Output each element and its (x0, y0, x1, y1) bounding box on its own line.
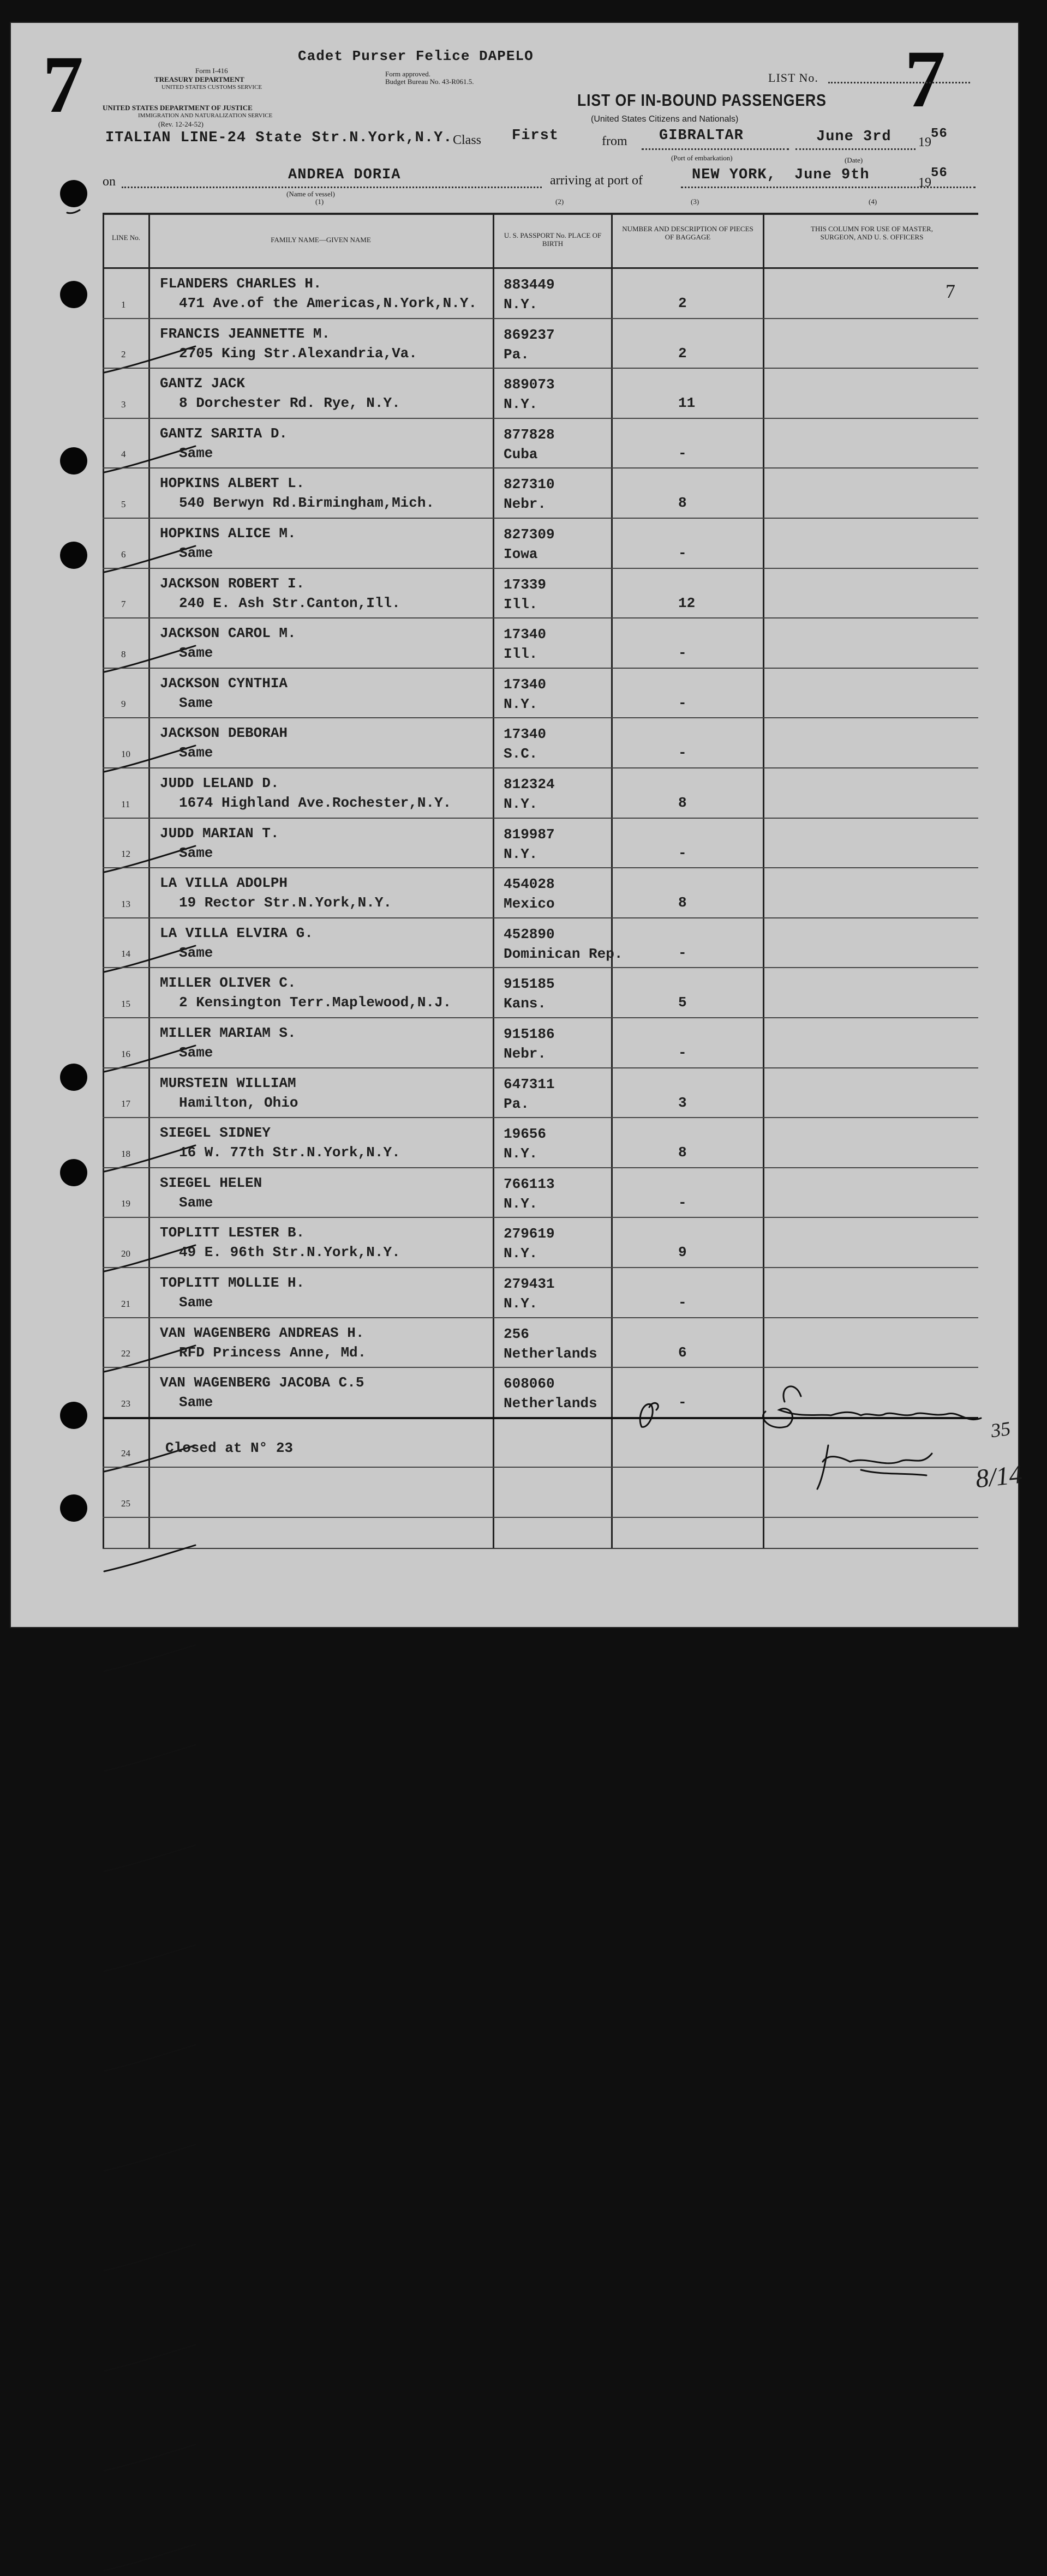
baggage-count: - (678, 844, 687, 861)
passport-number: 256 (504, 1325, 529, 1342)
baggage-count: 9 (678, 1244, 687, 1261)
passport-number: 19656 (504, 1126, 547, 1143)
passenger-name: VAN WAGENBERG ANDREAS H. (160, 1324, 364, 1341)
line-number: 3 (121, 399, 126, 410)
arrival-date: June 9th (794, 167, 870, 183)
passenger-address: 16 W. 77th Str.N.York,N.Y. (179, 1144, 400, 1161)
line-number: 23 (121, 1398, 130, 1409)
line-number: 9 (121, 699, 126, 710)
check-mark-icon (100, 2344, 209, 2376)
line-number: 1 (121, 299, 126, 310)
line-number: 11 (121, 798, 130, 809)
col-passport-header: U. S. PASSPORT No. PLACE OF BIRTH (504, 231, 602, 248)
vessel-name: ANDREA DORIA (288, 167, 401, 183)
place-of-birth: S.C. (504, 746, 538, 762)
year-suffix-2: 56 (931, 166, 948, 181)
passenger-address: 540 Berwyn Rd.Birmingham,Mich. (179, 495, 435, 512)
baggage-count: 3 (678, 1094, 687, 1111)
place-of-birth: N.Y. (504, 1295, 538, 1312)
line-number: 20 (121, 1248, 130, 1259)
baggage-count: 12 (678, 595, 696, 611)
passport-number: 883449 (504, 277, 555, 293)
passport-number: 869237 (504, 326, 555, 343)
binder-hole (60, 1159, 87, 1186)
page-number-left: 7 (43, 39, 83, 130)
baggage-count: 2 (678, 295, 687, 311)
place-of-birth: N.Y. (504, 1245, 538, 1262)
passenger-name: FRANCIS JEANNETTE M. (160, 325, 331, 342)
passport-number: 819987 (504, 826, 555, 843)
line-number: 21 (121, 1298, 130, 1309)
line-number: 14 (121, 948, 130, 959)
baggage-count: 5 (678, 994, 687, 1011)
passenger-name: SIEGEL HELEN (160, 1174, 262, 1191)
passenger-name: MILLER MARIAM S. (160, 1025, 296, 1041)
place-of-birth: Pa. (504, 1095, 529, 1112)
passenger-address: Same (179, 1194, 213, 1211)
place-of-birth: Ill. (504, 596, 538, 613)
binder-hole (60, 447, 87, 475)
passport-number: 827309 (504, 526, 555, 543)
passenger-address: 49 E. 96th Str.N.York,N.Y. (179, 1244, 400, 1261)
passenger-name: JUDD MARIAN T. (160, 825, 279, 842)
passenger-address: Same (179, 744, 213, 761)
passenger-name: JACKSON CAROL M. (160, 625, 296, 642)
baggage-count: - (678, 944, 687, 961)
passenger-name: SIEGEL SIDNEY (160, 1125, 271, 1142)
year-prefix-2: 19 (918, 176, 931, 190)
place-of-birth: N.Y. (504, 396, 538, 413)
line-number: 22 (121, 1348, 130, 1359)
passenger-name: JUDD LELAND D. (160, 775, 279, 791)
col-2-label: (2) (555, 197, 564, 206)
passenger-name: HOPKINS ALBERT L. (160, 475, 305, 492)
line-number: 12 (121, 849, 130, 860)
line-number: 2 (121, 349, 126, 360)
passenger-name: Closed at N° 23 (165, 1439, 294, 1456)
year-prefix-1: 19 (918, 135, 931, 149)
check-mark-icon (100, 2044, 209, 2076)
vessel-caption: (Name of vessel) (286, 190, 335, 198)
from-label: from (602, 134, 627, 148)
form-number: Form I-416 (195, 67, 228, 75)
binder-hole (60, 542, 87, 569)
line-number: 10 (121, 748, 130, 759)
line-number: 18 (121, 1148, 130, 1159)
passport-number: 766113 (504, 1175, 555, 1192)
col-name-header: FAMILY NAME—GIVEN NAME (271, 236, 371, 244)
passenger-address: Same (179, 944, 213, 961)
budget-bureau: Budget Bureau No. 43-R061.5. (385, 77, 474, 86)
port-of-embarkation: GIBRALTAR (659, 128, 744, 144)
binder-hole (60, 1494, 87, 1522)
passenger-name: FLANDERS CHARLES H. (160, 275, 322, 292)
passport-number: 454028 (504, 876, 555, 893)
baggage-count: - (678, 445, 687, 461)
place-of-birth: Mexico (504, 896, 555, 912)
baggage-count: 11 (678, 395, 696, 412)
passenger-address: 1674 Highland Ave.Rochester,N.Y. (179, 795, 452, 811)
baggage-count: 8 (678, 795, 687, 811)
handwritten-marks (10, 22, 1019, 1628)
baggage-count: - (678, 1044, 687, 1061)
date-caption: (Date) (845, 156, 863, 164)
inspector-number: 35 (989, 1417, 1012, 1442)
line-number: 7 (121, 599, 126, 610)
passenger-address: Same (179, 1294, 213, 1311)
passport-number: 915186 (504, 1026, 555, 1042)
passport-number: 17339 (504, 576, 547, 593)
passport-number: 877828 (504, 426, 555, 443)
passenger-address: Hamilton, Ohio (179, 1094, 298, 1111)
class-label: Class (453, 133, 482, 147)
place-of-birth: Ill. (504, 646, 538, 663)
inspector-mark: 8/14 (974, 1460, 1024, 1494)
check-mark-icon (100, 1644, 209, 1677)
passport-number: 17340 (504, 626, 547, 643)
baggage-count: - (678, 645, 687, 662)
baggage-count: 2 (678, 345, 687, 362)
col-line-no-header: LINE No. (112, 233, 140, 242)
passport-number: 279431 (504, 1276, 555, 1292)
place-of-birth: Kans. (504, 995, 547, 1012)
passenger-name: JACKSON ROBERT I. (160, 575, 305, 592)
passenger-address: Same (179, 1394, 213, 1411)
list-no-label: LIST No. (768, 71, 818, 85)
check-mark-icon (100, 2143, 209, 2176)
place-of-birth: Cuba (504, 446, 538, 463)
year-suffix-1: 56 (931, 127, 948, 141)
passenger-address: Same (179, 445, 213, 461)
passport-number: 17340 (504, 726, 547, 743)
passenger-name: MURSTEIN WILLIAM (160, 1074, 296, 1091)
binder-hole (60, 281, 87, 308)
place-of-birth: N.Y. (504, 296, 538, 313)
manifest-sheet (10, 22, 1024, 1628)
embarkation-date: June 3rd (816, 129, 892, 145)
passenger-address: Same (179, 844, 213, 861)
on-label: on (103, 175, 116, 189)
place-of-birth: N.Y. (504, 1195, 538, 1212)
ins-service: IMMIGRATION AND NATURALIZATION SERVICE (138, 112, 273, 119)
line-number: 13 (121, 898, 130, 909)
passenger-address: Same (179, 694, 213, 711)
embark-caption: (Port of embarkation) (671, 154, 733, 162)
officer-note: 7 (946, 280, 955, 302)
check-mark-icon (100, 1944, 209, 1977)
customs-service: UNITED STATES CUSTOMS SERVICE (161, 84, 262, 91)
check-mark-icon (100, 2443, 209, 2476)
baggage-count: 8 (678, 894, 687, 911)
place-of-birth: Iowa (504, 546, 538, 562)
place-of-birth: Dominican Rep. (504, 945, 623, 962)
check-mark-icon (100, 2543, 209, 2576)
passport-number: 647311 (504, 1076, 555, 1092)
place-of-birth: N.Y. (504, 695, 538, 712)
line-number: 19 (121, 1198, 130, 1209)
passenger-name: HOPKINS ALICE M. (160, 525, 296, 542)
passport-number: 812324 (504, 776, 555, 792)
baggage-count: - (678, 744, 687, 761)
line-number: 25 (121, 1498, 130, 1509)
passenger-address: RFD Princess Anne, Md. (179, 1344, 367, 1361)
passport-number: 17340 (504, 676, 547, 693)
passenger-address: 240 E. Ash Str.Canton,Ill. (179, 595, 400, 611)
place-of-birth: N.Y. (504, 796, 538, 812)
col-officers-header: THIS COLUMN FOR USE OF MASTER, SURGEON, AND U. S. OFFICERS (811, 225, 933, 241)
baggage-count: 8 (678, 495, 687, 512)
line-number: 24 (121, 1448, 130, 1459)
passenger-name: GANTZ JACK (160, 375, 246, 392)
place-of-birth: Netherlands (504, 1345, 597, 1362)
passenger-name: JACKSON CYNTHIA (160, 675, 288, 692)
arriving-label: arriving at port of (550, 173, 643, 188)
place-of-birth: Nebr. (504, 496, 547, 513)
passenger-name: LA VILLA ADOLPH (160, 875, 288, 892)
place-of-birth: N.Y. (504, 845, 538, 862)
check-mark-icon (100, 2243, 209, 2276)
line-number: 17 (121, 1098, 130, 1109)
passport-number: 279619 (504, 1226, 555, 1242)
line-number: 15 (121, 998, 130, 1009)
line-number: 8 (121, 648, 126, 659)
passenger-address: Same (179, 545, 213, 561)
passport-number: 452890 (504, 926, 555, 942)
baggage-count: - (678, 1294, 687, 1311)
passenger-name: LA VILLA ELVIRA G. (160, 924, 313, 941)
binder-hole (60, 1402, 87, 1429)
list-subtitle: (United States Citizens and Nationals) (591, 115, 739, 124)
passenger-address: 19 Rector Str.N.York,N.Y. (179, 894, 392, 911)
passport-number: 608060 (504, 1376, 555, 1392)
passenger-name: GANTZ SARITA D. (160, 425, 288, 442)
baggage-count: 6 (678, 1344, 687, 1361)
revision: (Rev. 12-24-52) (158, 120, 204, 128)
passenger-name: MILLER OLIVER C. (160, 975, 296, 992)
passenger-address: Same (179, 645, 213, 662)
place-of-birth: Netherlands (504, 1395, 597, 1412)
page-number-right: 7 (905, 34, 946, 124)
passport-number: 827310 (504, 476, 555, 493)
purser-name: Cadet Purser Felice DAPELO (298, 48, 534, 64)
line-number: 4 (121, 449, 126, 460)
baggage-count: - (678, 1194, 687, 1211)
class-value: First (512, 128, 559, 144)
place-of-birth: Pa. (504, 346, 529, 363)
line-number: 6 (121, 549, 126, 560)
col-3-label: (3) (691, 197, 699, 206)
port-of-arrival: NEW YORK, (692, 167, 776, 183)
shipping-line: ITALIAN LINE-24 State Str.N.York,N.Y. (105, 130, 453, 146)
col-baggage-header: NUMBER AND DESCRIPTION OF PIECES OF BAGGAGE (622, 225, 753, 241)
passenger-name: VAN WAGENBERG JACOBA C.5 (160, 1374, 364, 1391)
treasury-dept: TREASURY DEPARTMENT (154, 75, 244, 83)
passport-number: 915185 (504, 976, 555, 993)
justice-dept: UNITED STATES DEPARTMENT OF JUSTICE (103, 104, 253, 112)
passenger-address: Same (179, 1044, 213, 1061)
check-mark-icon (100, 1844, 209, 1877)
baggage-count: - (678, 545, 687, 561)
baggage-count: 8 (678, 1144, 687, 1161)
col-4-label: (4) (869, 197, 877, 206)
form-approved: Form approved. (385, 70, 431, 78)
check-mark-icon (100, 1744, 209, 1776)
line-number: 16 (121, 1048, 130, 1059)
col-1-label: (1) (315, 197, 324, 206)
passenger-name: JACKSON DEBORAH (160, 725, 288, 742)
binder-hole (60, 1064, 87, 1091)
baggage-count: - (678, 694, 687, 711)
list-title: LIST OF IN-BOUND PASSENGERS (577, 91, 827, 110)
place-of-birth: Nebr. (504, 1046, 547, 1062)
passport-number: 889073 (504, 376, 555, 393)
baggage-count: - (678, 1394, 687, 1411)
passenger-address: 2705 King Str.Alexandria,Va. (179, 345, 417, 362)
passenger-address: 2 Kensington Terr.Maplewood,N.J. (179, 994, 452, 1011)
passenger-name: TOPLITT LESTER B. (160, 1224, 305, 1241)
passenger-address: 8 Dorchester Rd. Rye, N.Y. (179, 395, 400, 412)
binder-hole (60, 180, 87, 207)
passenger-name: TOPLITT MOLLIE H. (160, 1275, 305, 1291)
line-number: 5 (121, 499, 126, 509)
place-of-birth: N.Y. (504, 1145, 538, 1162)
passenger-address: 471 Ave.of the Americas,N.York,N.Y. (179, 295, 477, 311)
